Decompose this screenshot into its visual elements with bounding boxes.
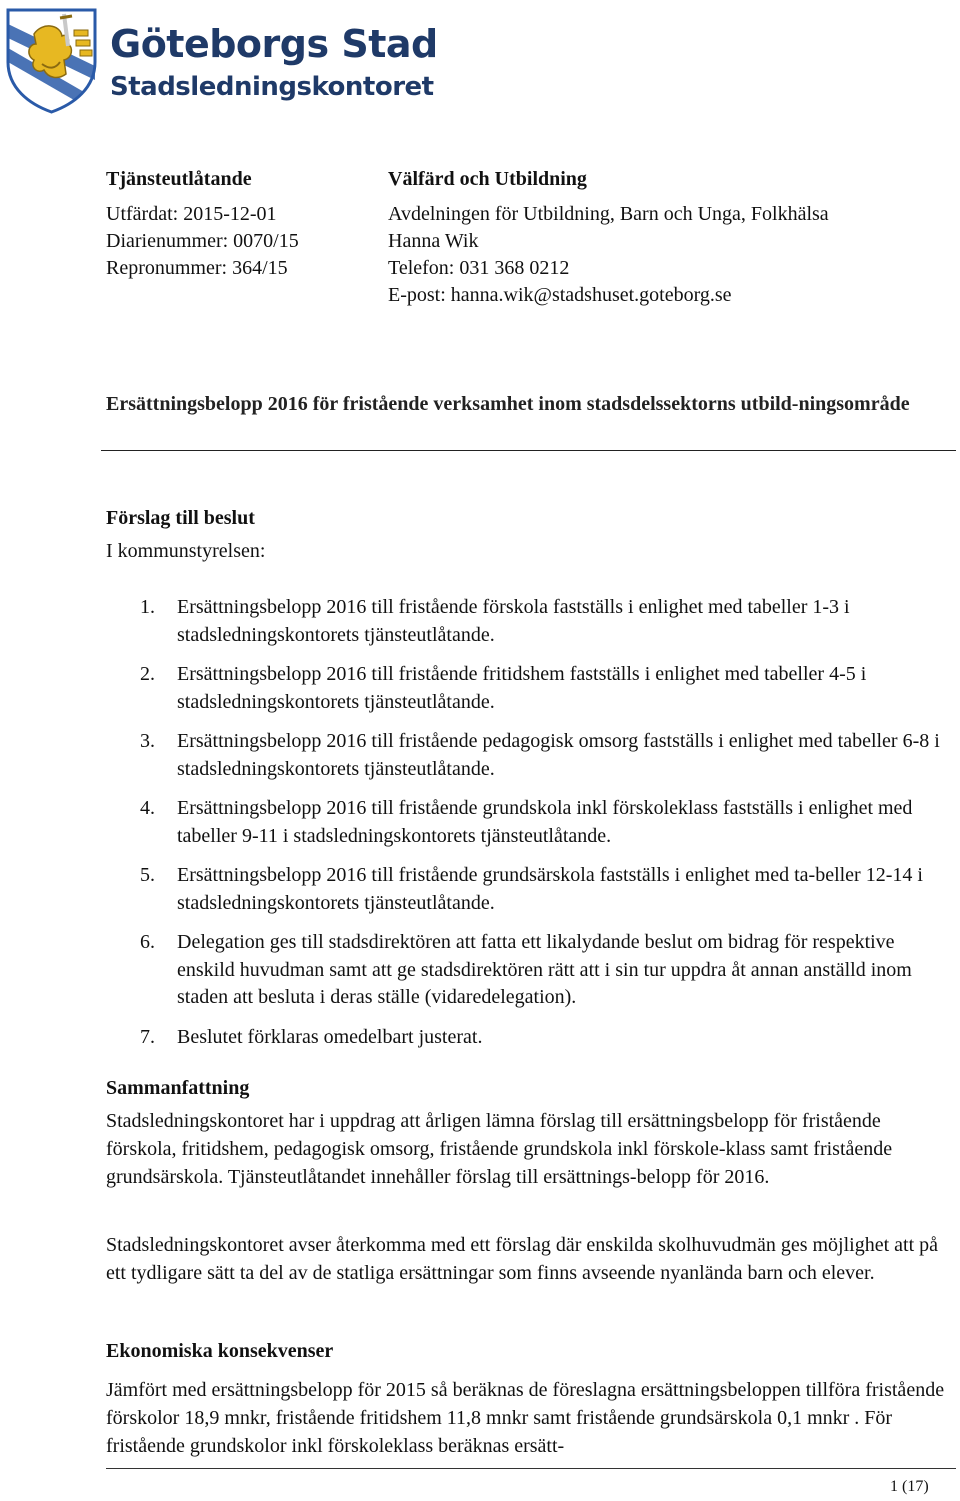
area-label: Välfärd och Utbildning (388, 168, 587, 190)
item-text: Ersättningsbelopp 2016 till fristående grundskola inkl förskoleklass fastställs i enlighet med tabeller 9-11 i stadsledningskontorets tjänsteutlåtande. (177, 797, 913, 847)
item-text: Ersättningsbelopp 2016 till fristående förskola fastställs i enlighet med tabeller 1-3 i stadsledningskontorets tjänsteutlåtande. (177, 596, 850, 646)
issued-date: Utfärdat: 2015-12-01 (106, 203, 277, 225)
list-item (140, 728, 940, 783)
org-name: Göteborgs Stad (110, 22, 438, 66)
area (388, 166, 587, 193)
title-divider (101, 450, 956, 451)
item-number: 7. (140, 1025, 155, 1048)
contact-email: E-post: hanna.wik@stadshuset.goteborg.se (388, 284, 732, 306)
summary-paragraph-1: Stadsledningskontoret har i uppdrag att årligen lämna förslag till ersättningsbelopp för fristående förskola, fritidshem, pedagogisk omsorg, fristående grundskola inkl förskole-klass samt fristående grundsärskola. Tjänsteutlåtandet innehåller förslag till ersättnings-belopp för 2016. (106, 1110, 893, 1188)
item-number: 3. (140, 730, 155, 752)
list-item (140, 661, 940, 716)
item-text: Ersättningsbelopp 2016 till fristående pedagogisk omsorg fastställs i enlighet med tabeller 6-8 i stadsledningskontorets tjänsteutlåtande. (177, 730, 940, 780)
department: Avdelningen för Utbildning, Barn och Unga, Folkhälsa (388, 203, 829, 225)
doc-type-label: Tjänsteutlåtande (106, 168, 252, 190)
summary-paragraph-2: Stadsledningskontoret avser återkomma med ett förslag där enskilda skolhuvudmän ges möjlighet att på ett tydligare sätt ta del av de statliga ersättningar som finns avseende nyanlända barn och elever. (106, 1234, 939, 1284)
item-number: 6. (140, 931, 155, 953)
list-item (140, 795, 940, 850)
proposal-heading: Förslag till beslut (106, 507, 255, 529)
item-number: 5. (140, 864, 155, 886)
list-item (140, 594, 940, 649)
item-text: Delegation ges till stadsdirektören att fatta ett likalydande beslut om bidrag för respektive enskild huvudman samt att ge stadsdirektören rätt att i sin tur uppdra åt annan anställd inom staden att besluta i deras ställe (vidaredelegation). (177, 931, 912, 1008)
item-number: 1. (140, 596, 155, 618)
item-number: 2. (140, 663, 155, 685)
coat-of-arms-icon (4, 4, 99, 114)
decision-list (140, 594, 940, 1063)
item-text: Ersättningsbelopp 2016 till fristående grundsärskola fastställs i enlighet med ta-beller 12-14 i stadsledningskontorets tjänsteutlåtande. (177, 864, 923, 914)
contact-phone: Telefon: 031 368 0212 (388, 257, 570, 279)
list-item (140, 929, 940, 1012)
list-item (140, 862, 940, 917)
item-text: Ersättningsbelopp 2016 till fristående fritidshem fastställs i enlighet med tabeller 4-5 i stadsledningskontorets tjänsteutlåtande. (177, 663, 867, 713)
document-title: Ersättningsbelopp 2016 för fristående verksamhet inom stadsdelssektorns utbild-ningsområde (106, 393, 910, 415)
list-item (140, 1024, 940, 1052)
footer-divider (106, 1468, 956, 1469)
economy-heading: Ekonomiska konsekvenser (106, 1340, 334, 1362)
diarie-number: Diarienummer: 0070/15 (106, 230, 299, 252)
repro-number: Repronummer: 364/15 (106, 257, 288, 279)
proposal-intro: I kommunstyrelsen: (106, 540, 266, 562)
contact-name: Hanna Wik (388, 230, 479, 252)
item-number: 4. (140, 797, 155, 819)
item-text: Beslutet förklaras omedelbart justerat. (177, 1025, 483, 1048)
page-number: 1 (17) (890, 1478, 929, 1495)
summary-heading: Sammanfattning (106, 1077, 250, 1099)
org-unit: Stadsledningskontoret (110, 72, 434, 102)
city-coat-of-arms-logo (4, 4, 99, 114)
economy-paragraph-1: Jämfört med ersättningsbelopp för 2015 så beräknas de föreslagna ersättningsbeloppen tillföra fristående förskolor 18,9 mnkr, fristående fritidshem 11,8 mnkr samt fristående grundsärskola 0,1 mnkr . För fristående grundskolor inkl förskoleklass beräknas ersätt- (106, 1379, 945, 1457)
doc-type (106, 166, 252, 193)
